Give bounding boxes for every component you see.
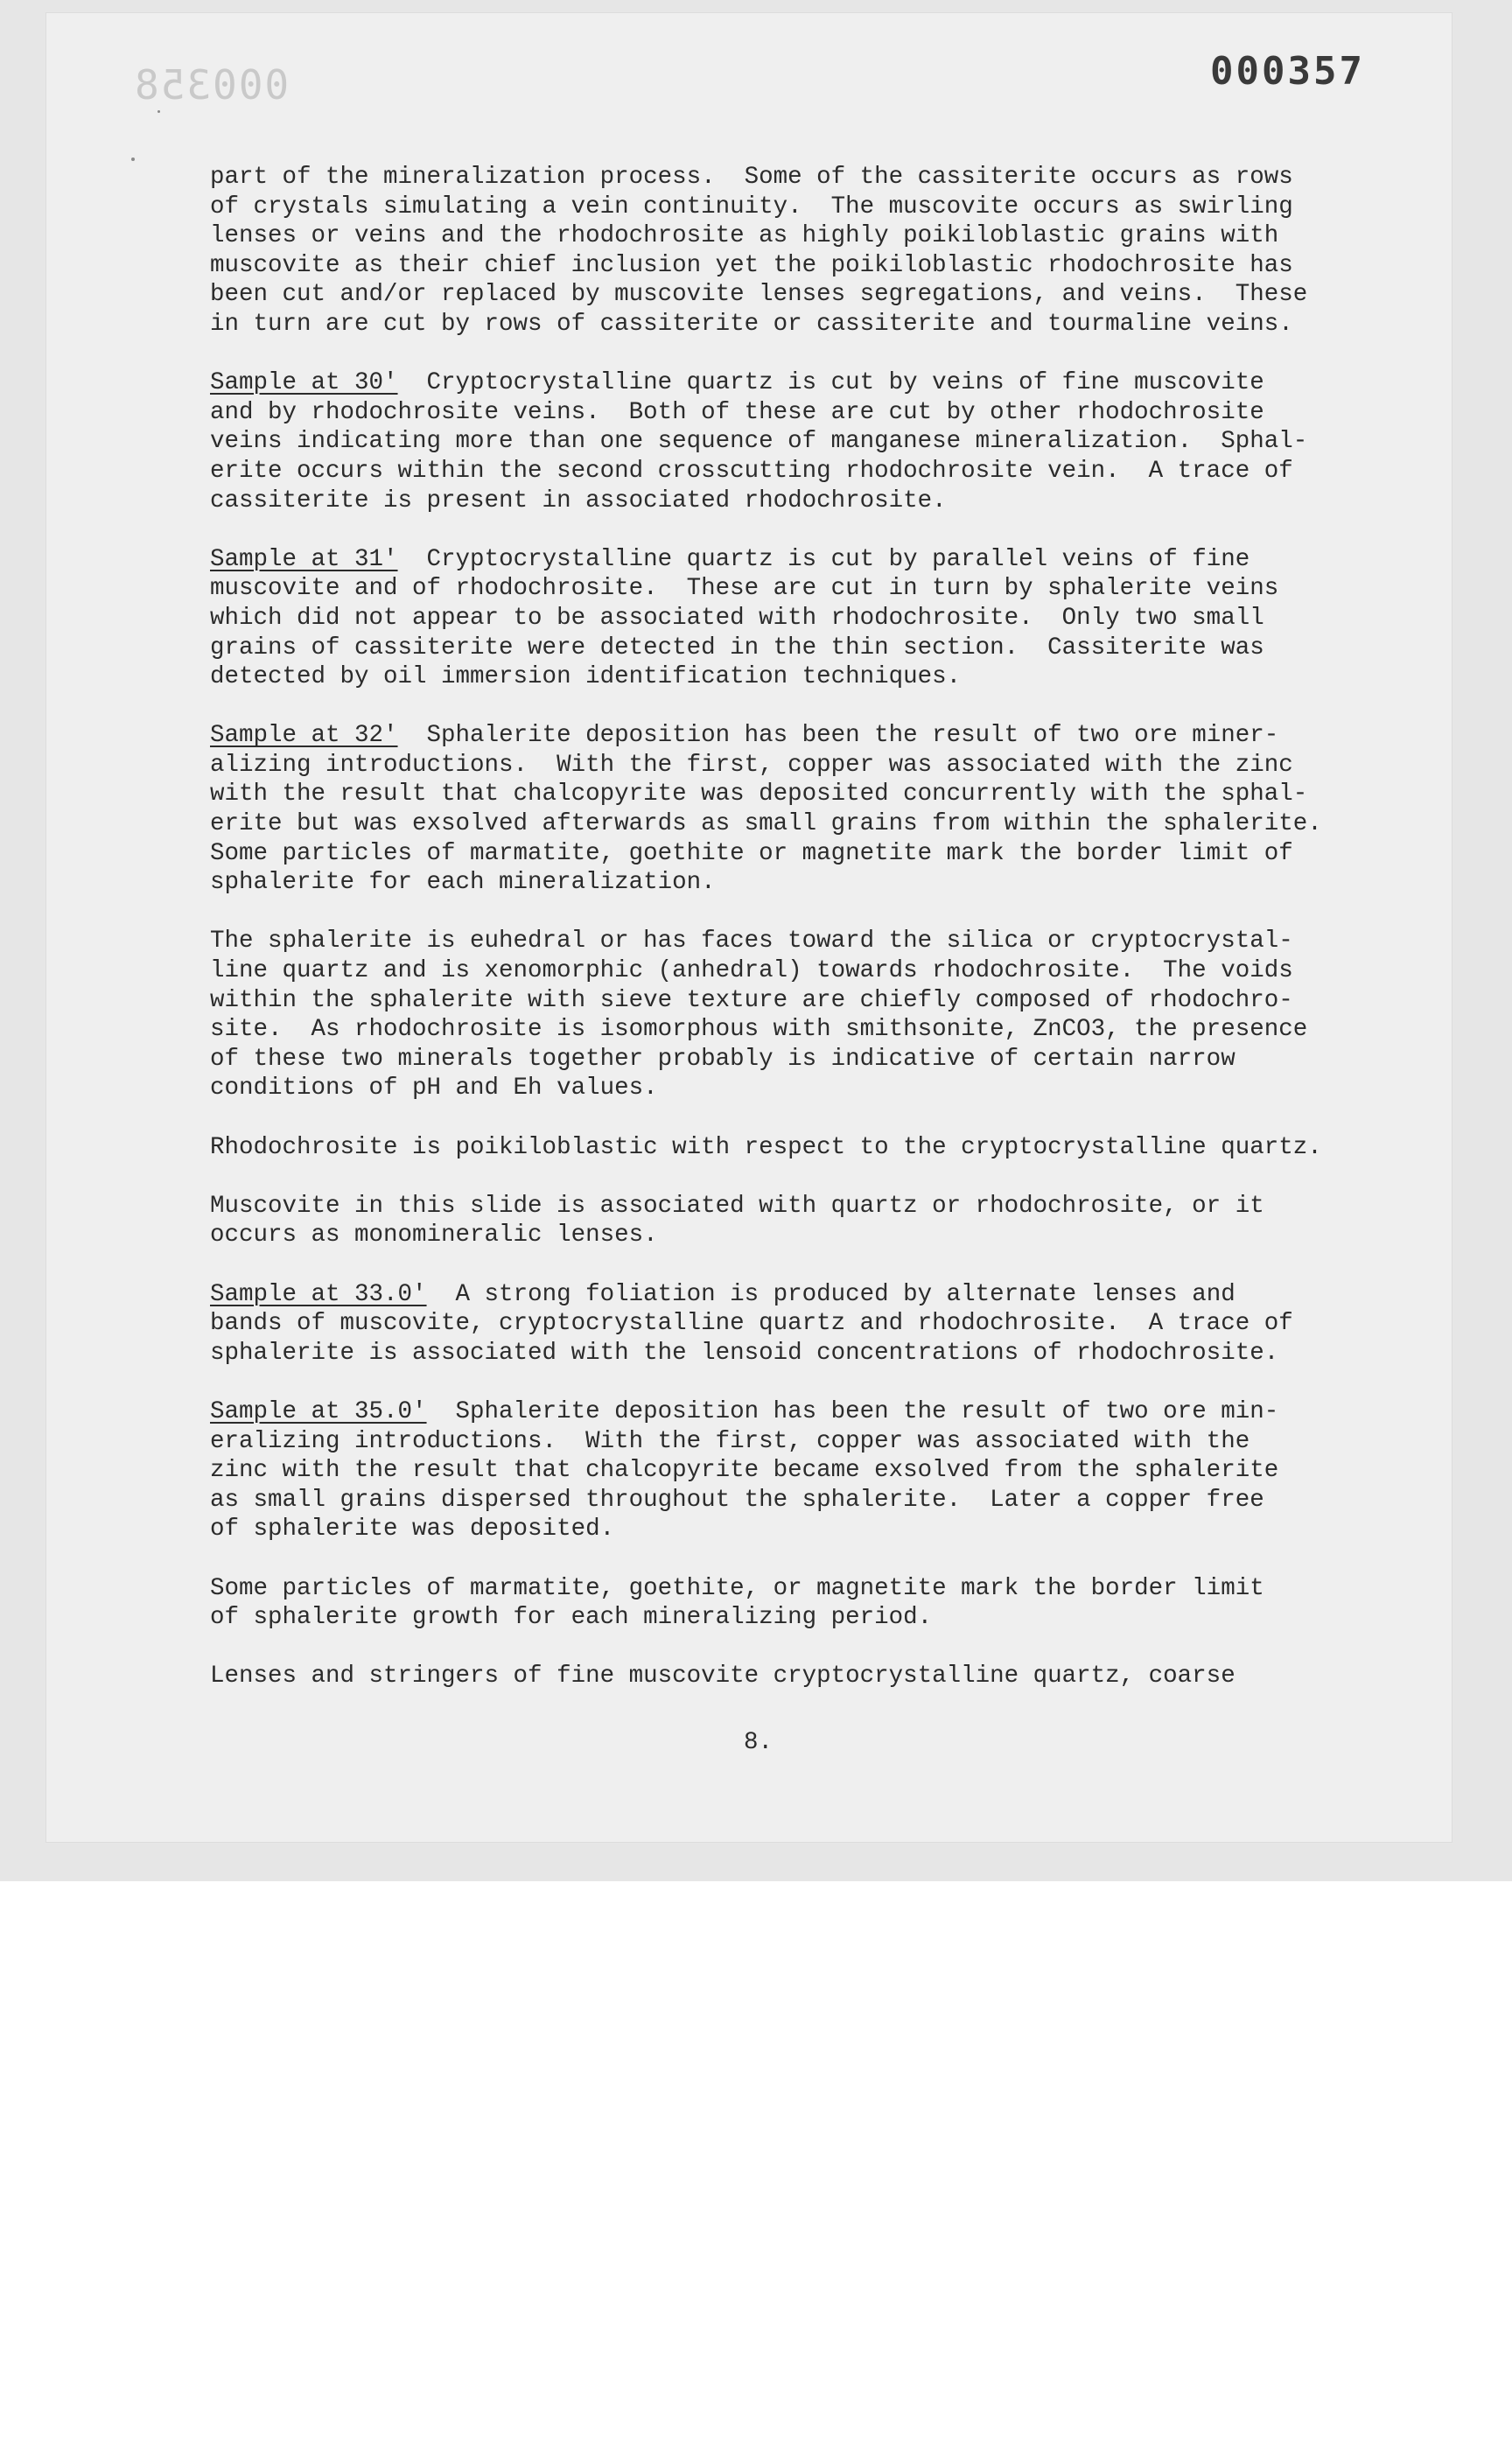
line-text: lenses or veins and the rhodochrosite as highly poikiloblastic grains with (210, 222, 1279, 250)
text-line (210, 1309, 1348, 1339)
line-text: muscovite as their chief inclusion yet the poikiloblastic rhodochrosite has (210, 251, 1293, 279)
text-line (210, 809, 1348, 839)
line-text: conditions of pH and Eh values. (210, 1074, 658, 1102)
line-text: The sphalerite is euhedral or has faces toward the silica or cryptocrystal- (210, 928, 1293, 956)
text-line (210, 280, 1348, 310)
text-line (210, 721, 1348, 751)
text-line (210, 1662, 1348, 1691)
line-text: cassiterite is present in associated rhodochrosite. (210, 486, 947, 514)
line-text: Lenses and stringers of fine muscovite cryptocrystalline quartz, coarse (210, 1662, 1236, 1690)
text-line (210, 574, 1348, 604)
text-line (210, 634, 1348, 663)
scan-speck (131, 158, 135, 161)
line-text: site. As rhodochrosite is isomorphous with smithsonite, ZnCO3, the presence (210, 1016, 1308, 1044)
bleed-through-number: 000358 (133, 61, 290, 108)
paragraph (210, 545, 1348, 692)
text-line (210, 545, 1348, 575)
text-line (210, 1045, 1348, 1074)
text-line (210, 1603, 1348, 1633)
sample-heading: Sample at 35.0' (210, 1397, 427, 1425)
paragraph (210, 1280, 1348, 1368)
text-line (210, 1427, 1348, 1457)
paragraph (210, 1192, 1348, 1250)
line-text: Rhodochrosite is poikiloblastic with respect to the cryptocrystalline quartz. (210, 1133, 1322, 1161)
bates-number: 000357 (1210, 49, 1365, 94)
text-line (210, 956, 1348, 986)
sample-heading: Sample at 31' (210, 545, 398, 573)
line-text: within the sphalerite with sieve texture are chiefly composed of rhodochro- (210, 986, 1293, 1014)
line-text: line quartz and is xenomorphic (anhedral) towards rhodochrosite. The voids (210, 957, 1293, 985)
line-text: of sphalerite was deposited. (210, 1516, 615, 1544)
text-line (210, 1074, 1348, 1103)
line-text: Cryptocrystalline quartz is cut by parallel veins of fine (397, 545, 1250, 573)
line-text: in turn are cut by rows of cassiterite or cassiterite and tourmaline veins. (210, 310, 1293, 338)
line-text: of crystals simulating a vein continuity. The muscovite occurs as swirling (210, 192, 1293, 220)
text-line (210, 310, 1348, 340)
paragraph (210, 1574, 1348, 1633)
line-text: erite occurs within the second crosscutting rhodochrosite vein. A trace of (210, 457, 1293, 485)
line-text: been cut and/or replaced by muscovite lenses segregations, and veins. These (210, 281, 1308, 309)
text-line (210, 486, 1348, 516)
line-text: A strong foliation is produced by alternate lenses and (426, 1280, 1236, 1308)
text-line (210, 1192, 1348, 1222)
document-body (210, 163, 1348, 1720)
line-text: of these two minerals together probably is indicative of certain narrow (210, 1045, 1236, 1073)
text-line (210, 751, 1348, 780)
line-text: occurs as monomineralic lenses. (210, 1222, 658, 1250)
text-line (210, 457, 1348, 486)
line-text: Some particles of marmatite, goethite, or magnetite mark the border limit (210, 1574, 1264, 1602)
line-text: detected by oil immersion identification techniques. (210, 663, 962, 691)
line-text: and by rhodochrosite veins. Both of these are cut by other rhodochrosite (210, 398, 1264, 426)
line-text: eralizing introductions. With the first, copper was associated with the (210, 1427, 1250, 1455)
line-text: bands of muscovite, cryptocrystalline quartz and rhodochrosite. A trace of (210, 1310, 1293, 1338)
line-text: sphalerite is associated with the lensoid concentrations of rhodochrosite. (210, 1339, 1279, 1367)
line-text: Cryptocrystalline quartz is cut by veins of fine muscovite (397, 369, 1264, 397)
paragraph (210, 1397, 1348, 1544)
sample-heading: Sample at 32' (210, 722, 398, 750)
text-line (210, 1397, 1348, 1427)
line-text: with the result that chalcopyrite was deposited concurrently with the sphal- (210, 780, 1308, 808)
text-line (210, 604, 1348, 634)
text-line (210, 986, 1348, 1016)
text-line (210, 780, 1348, 809)
text-line (210, 1515, 1348, 1544)
text-line (210, 1015, 1348, 1045)
text-line (210, 868, 1348, 898)
text-line (210, 1456, 1348, 1486)
text-line (210, 1221, 1348, 1250)
text-line (210, 1486, 1348, 1516)
paragraph (210, 1662, 1348, 1691)
text-line (210, 427, 1348, 457)
line-text: grains of cassiterite were detected in the thin section. Cassiterite was (210, 634, 1264, 662)
text-line (210, 662, 1348, 692)
text-line (210, 839, 1348, 869)
line-text: of sphalerite growth for each mineralizing period. (210, 1604, 933, 1632)
text-line (210, 221, 1348, 251)
paragraph (210, 368, 1348, 515)
text-line (210, 192, 1348, 222)
line-text: part of the mineralization process. Some of the cassiterite occurs as rows (210, 164, 1293, 191)
sample-heading: Sample at 33.0' (210, 1280, 427, 1308)
line-text: alizing introductions. With the first, copper was associated with the zinc (210, 751, 1293, 779)
text-line (210, 398, 1348, 428)
text-line (210, 163, 1348, 192)
paragraph (210, 1133, 1348, 1163)
line-text: as small grains dispersed throughout the sphalerite. Later a copper free (210, 1486, 1264, 1514)
text-line (210, 1133, 1348, 1163)
page-number: 8. (744, 1729, 774, 1756)
paragraph (210, 927, 1348, 1103)
line-text: zinc with the result that chalcopyrite became exsolved from the sphalerite (210, 1457, 1279, 1485)
sample-heading: Sample at 30' (210, 369, 398, 397)
line-text: Sphalerite deposition has been the result of two ore min- (426, 1397, 1279, 1425)
line-text: erite but was exsolved afterwards as small grains from within the sphalerite. (210, 810, 1322, 838)
line-text: muscovite and of rhodochrosite. These are cut in turn by sphalerite veins (210, 575, 1279, 603)
line-text: Muscovite in this slide is associated with quartz or rhodochrosite, or it (210, 1192, 1264, 1220)
text-line (210, 1280, 1348, 1310)
scan-speck (158, 110, 160, 113)
line-text: Some particles of marmatite, goethite or magnetite mark the border limit of (210, 839, 1293, 867)
paragraph (210, 721, 1348, 898)
paragraph (210, 163, 1348, 340)
text-line (210, 1574, 1348, 1604)
text-line (210, 1339, 1348, 1368)
line-text: Sphalerite deposition has been the result of two ore miner- (397, 722, 1279, 750)
text-line (210, 368, 1348, 398)
line-text: sphalerite for each mineralization. (210, 869, 716, 897)
text-line (210, 927, 1348, 956)
text-line (210, 251, 1348, 281)
line-text: which did not appear to be associated with rhodochrosite. Only two small (210, 604, 1264, 632)
line-text: veins indicating more than one sequence of manganese mineralization. Sphal- (210, 428, 1308, 456)
